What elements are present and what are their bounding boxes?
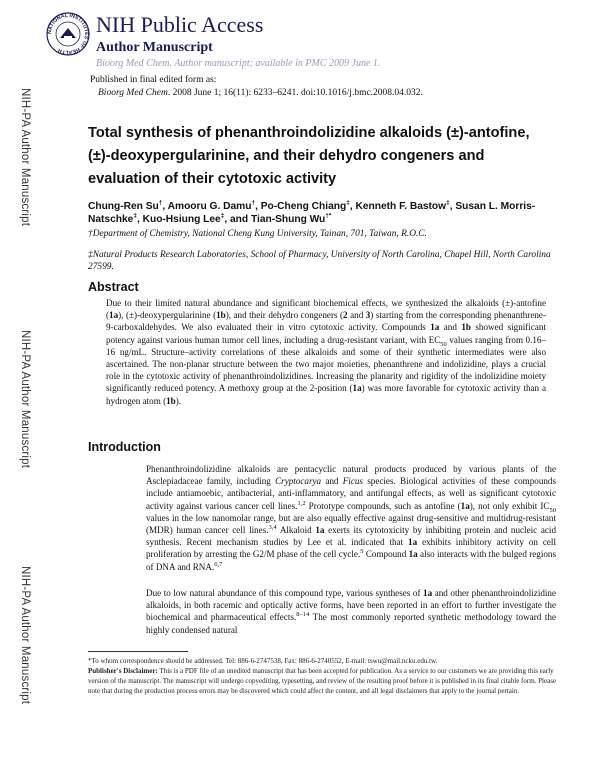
nih-logo-icon	[46, 12, 90, 56]
left-margin-sidebar	[0, 0, 46, 776]
author-list: Chung-Ren Su†, Amooru G. Damu†, Po-Cheng Chiang‡, Kenneth F. Bastow‡, Susan L. Morris-Natschke‡, Kuo-Hsiung Lee‡, and Tian-Shung Wu†*	[88, 199, 536, 225]
author-name: Chung-Ren Su	[88, 201, 159, 212]
author-mark: ‡	[446, 199, 450, 207]
author-name: Po-Cheng Chiang	[260, 201, 347, 212]
abstract-heading: Abstract	[88, 280, 139, 294]
article-title: Total synthesis of phenanthroindolizidine alkaloids (±)-antofine, (±)-deoxypergularinine, and their dehydro congeners and evaluation of their cytotoxic activity	[88, 125, 530, 187]
author-mark: ‡	[220, 212, 225, 220]
footnote-divider	[88, 651, 188, 652]
author-name: Amooru G. Damu	[167, 201, 252, 212]
journal-name: Bioorg Med Chem	[98, 88, 168, 98]
introduction-paragraph-1: Phenanthroindolizidine alkaloids are pentacyclic natural products produced by various plants of the Asclepiadaceae family, including Cryptocarya and Ficus species. Biological activities of these compounds include antiamoebic, antibacterial, anti-inflammatory, and antifungal effects, as well as significant cytotoxic activity against various cancer cell lines.$^{1,2}$ Prototype compounds, such as antofine (1a), not only exhibit $IC_{50}$ values in the low nanomolar range, but are also equally effective against drug-sensitive and multidrug-resistant (MDR) human cancer cell lines.$^{3,4}$ Alkaloid 1a exerts its cytotoxicity by inhibiting protein and nucleic acid synthesis. Recent mechanism studies by Lee et al. indicated that 1a exhibits inhibitory activity on cell proliferation by arresting the G2/M phase of the cell cycle.$^5$ Compound 1a also interacts with the bulged regions of DNA and RNA.$^{6,7}$	[146, 464, 557, 572]
author-name: Kuo-Hsiung Lee	[142, 214, 221, 225]
publication-info	[90, 74, 423, 100]
affiliation-ncku: †Department of Chemistry, National Cheng Kung University, Tainan, 701, Taiwan, R.O.C.	[88, 229, 427, 239]
author-name: Kenneth F. Bastow	[355, 201, 447, 212]
author-mark: ‡	[346, 199, 350, 207]
author-name: Tian-Shung Wu	[250, 214, 326, 225]
availability-note: Bioorg Med Chem. Author manuscript; available in PMC 2009 June 1.	[96, 58, 381, 69]
sidebar-label-bottom: NIH-PA Author Manuscript	[19, 566, 31, 705]
correspondence-note: *To whom correspondence should be addressed. Tel: 886-6-2747538, Fax: 886-6-2740552, E-mail: tswu@mail.ncku.edu.tw.	[88, 657, 438, 665]
author-name: Susan L. Morris-Natschke	[88, 201, 536, 225]
citation-details: . 2008 June 1; 16(11): 6233–6241. doi:10.1016/j.bmc.2008.04.032.	[167, 88, 423, 98]
author-mark: †	[251, 199, 256, 207]
author-mark: †*	[325, 212, 332, 220]
nih-public-access-title: NIH Public Access	[96, 12, 264, 37]
publisher-disclaimer: Publisher's Disclaimer: This is a PDF file of an unedited manuscript that has been accepted for publication. As a service to our customers we are providing this early version of the manuscript. The manuscript will undergo copyediting, typesetting, and review of the resulting proof before it is published in its final citable form. Please note that during the production process errors may be discovered which could affect the content, and all legal disclaimers that apply to the journal pertain.	[88, 667, 557, 695]
logo-ring-text: NATIONAL INSTITUTES OF HEALTH	[46, 12, 90, 56]
sidebar-label-middle: NIH-PA Author Manuscript	[19, 330, 31, 469]
author-mark: †	[158, 199, 163, 207]
footnotes	[88, 656, 558, 696]
citation	[90, 87, 423, 100]
abstract-text: Due to their limited natural abundance and significant biochemical effects, we synthesized the alkaloids (±)-antofine (1a), (±)-deoxypergularinine (1b), and their dehydro congeners (2 and 3) starting from the corresponding phenanthrene-9-carboxaldehydes. We also evaluated their in vitro cytotoxic activity. Compounds 1a and 1b showed significant potency against various human tumor cell lines, including a drug-resistant variant, with $EC_{50}$ values ranging from 0.16–16 ng/mL. Structure–activity correlations of these alkaloids and some of their synthetic intermediates were also ascertained. The non-planar structure between the two major moieties, phenanthrene and indolizidine, plays a crucial role in the cytotoxic activity of phenanthroindolizidines. Increasing the planarity and rigidity of the indolizidine moiety significantly reduced potency. A methoxy group at the 2-position (1a) was more favorable for cytotoxic activity than a hydrogen atom (1b).	[106, 298, 546, 406]
introduction-heading: Introduction	[88, 440, 161, 454]
published-in-label: Published in final edited form as:	[90, 75, 217, 85]
affiliation-unc: ‡Natural Products Research Laboratories, School of Pharmacy, University of North Carolina, Chapel Hill, North Carolina 27599.	[88, 250, 551, 272]
author-mark: ‡	[133, 212, 137, 220]
sidebar-label-top: NIH-PA Author Manuscript	[19, 88, 31, 227]
author-manuscript-label: Author Manuscript	[96, 40, 213, 55]
nih-header	[46, 12, 566, 72]
introduction-paragraph-2: Due to low natural abundance of this compound type, various syntheses of 1a and other phenanthroindolizidine alkaloids, in both racemic and optically active forms, have been reported in an effort to further investigate the biochemical and pharmaceutical effects.$^{8-14}$ The most commonly reported synthetic methodology toward the highly condensed natural	[146, 588, 557, 635]
